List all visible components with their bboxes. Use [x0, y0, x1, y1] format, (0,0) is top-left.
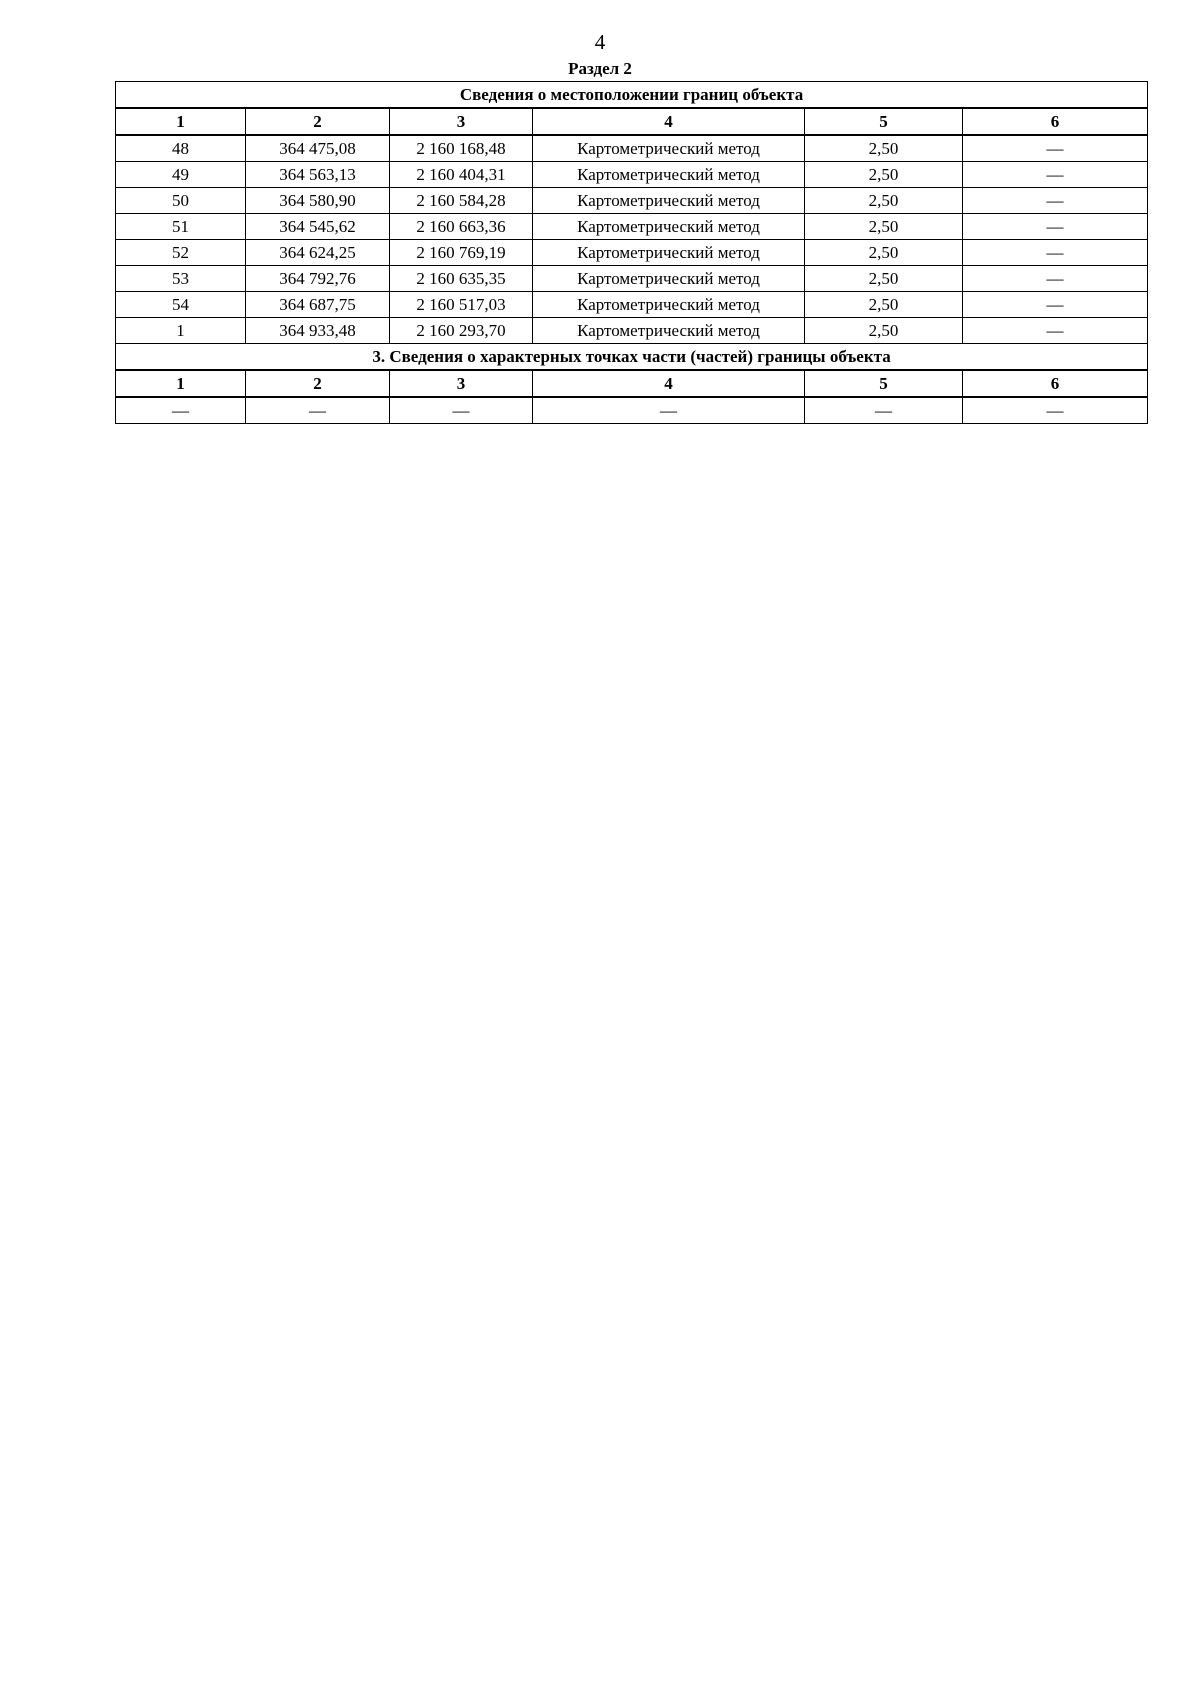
cell-empty: — — [390, 397, 533, 424]
page-number: 4 — [594, 30, 606, 54]
cell-point-number: 50 — [116, 188, 246, 214]
cell-empty: — — [116, 397, 246, 424]
table-row — [116, 266, 1148, 292]
cell-accuracy: 2,50 — [805, 162, 963, 188]
subsection-header-row — [116, 370, 1148, 397]
table-row — [116, 135, 1148, 162]
cell-accuracy: 2,50 — [805, 266, 963, 292]
column-header: 4 — [533, 108, 805, 135]
cell-empty: — — [533, 397, 805, 424]
table-row — [116, 397, 1148, 424]
cell-y-coordinate: 2 160 769,19 — [390, 240, 533, 266]
table-title: Сведения о местоположении границ объекта — [116, 82, 1148, 109]
cell-description: — — [963, 266, 1148, 292]
cell-point-number: 1 — [116, 318, 246, 344]
cell-empty: — — [246, 397, 390, 424]
table-row — [116, 240, 1148, 266]
cell-method: Картометрический метод — [533, 318, 805, 344]
cell-empty: — — [963, 397, 1148, 424]
table-row — [116, 292, 1148, 318]
cell-description: — — [963, 214, 1148, 240]
cell-point-number: 54 — [116, 292, 246, 318]
cell-description: — — [963, 162, 1148, 188]
cell-x-coordinate: 364 580,90 — [246, 188, 390, 214]
cell-x-coordinate: 364 624,25 — [246, 240, 390, 266]
column-header: 6 — [963, 108, 1148, 135]
boundary-table — [115, 81, 1148, 424]
column-header: 1 — [116, 108, 246, 135]
cell-accuracy: 2,50 — [805, 214, 963, 240]
cell-x-coordinate: 364 687,75 — [246, 292, 390, 318]
cell-method: Картометрический метод — [533, 292, 805, 318]
cell-y-coordinate: 2 160 293,70 — [390, 318, 533, 344]
column-header: 5 — [805, 108, 963, 135]
cell-method: Картометрический метод — [533, 135, 805, 162]
cell-description: — — [963, 240, 1148, 266]
cell-point-number: 49 — [116, 162, 246, 188]
cell-point-number: 51 — [116, 214, 246, 240]
cell-method: Картометрический метод — [533, 214, 805, 240]
cell-y-coordinate: 2 160 584,28 — [390, 188, 533, 214]
cell-point-number: 52 — [116, 240, 246, 266]
column-header: 4 — [533, 370, 805, 397]
column-header: 1 — [116, 370, 246, 397]
column-header: 3 — [390, 108, 533, 135]
column-header: 6 — [963, 370, 1148, 397]
cell-method: Картометрический метод — [533, 188, 805, 214]
cell-method: Картометрический метод — [533, 266, 805, 292]
column-header: 5 — [805, 370, 963, 397]
cell-y-coordinate: 2 160 635,35 — [390, 266, 533, 292]
subsection-title-row — [116, 344, 1148, 371]
cell-x-coordinate: 364 545,62 — [246, 214, 390, 240]
table-row — [116, 214, 1148, 240]
cell-y-coordinate: 2 160 517,03 — [390, 292, 533, 318]
cell-point-number: 48 — [116, 135, 246, 162]
cell-accuracy: 2,50 — [805, 318, 963, 344]
cell-accuracy: 2,50 — [805, 135, 963, 162]
cell-accuracy: 2,50 — [805, 240, 963, 266]
cell-y-coordinate: 2 160 168,48 — [390, 135, 533, 162]
column-header: 3 — [390, 370, 533, 397]
cell-method: Картометрический метод — [533, 162, 805, 188]
cell-y-coordinate: 2 160 663,36 — [390, 214, 533, 240]
cell-point-number: 53 — [116, 266, 246, 292]
subsection-title: 3. Сведения о характерных точках части (частей) границы объекта — [116, 344, 1148, 371]
table-title-row — [116, 82, 1148, 109]
cell-accuracy: 2,50 — [805, 292, 963, 318]
column-header: 2 — [246, 370, 390, 397]
cell-x-coordinate: 364 475,08 — [246, 135, 390, 162]
table-header-row — [116, 108, 1148, 135]
cell-description: — — [963, 292, 1148, 318]
table-row — [116, 188, 1148, 214]
cell-y-coordinate: 2 160 404,31 — [390, 162, 533, 188]
cell-description: — — [963, 135, 1148, 162]
cell-description: — — [963, 318, 1148, 344]
cell-accuracy: 2,50 — [805, 188, 963, 214]
cell-description: — — [963, 188, 1148, 214]
section-title: Раздел 2 — [568, 59, 632, 78]
cell-x-coordinate: 364 933,48 — [246, 318, 390, 344]
cell-x-coordinate: 364 792,76 — [246, 266, 390, 292]
cell-method: Картометрический метод — [533, 240, 805, 266]
table-row — [116, 318, 1148, 344]
column-header: 2 — [246, 108, 390, 135]
cell-empty: — — [805, 397, 963, 424]
cell-x-coordinate: 364 563,13 — [246, 162, 390, 188]
table-row — [116, 162, 1148, 188]
